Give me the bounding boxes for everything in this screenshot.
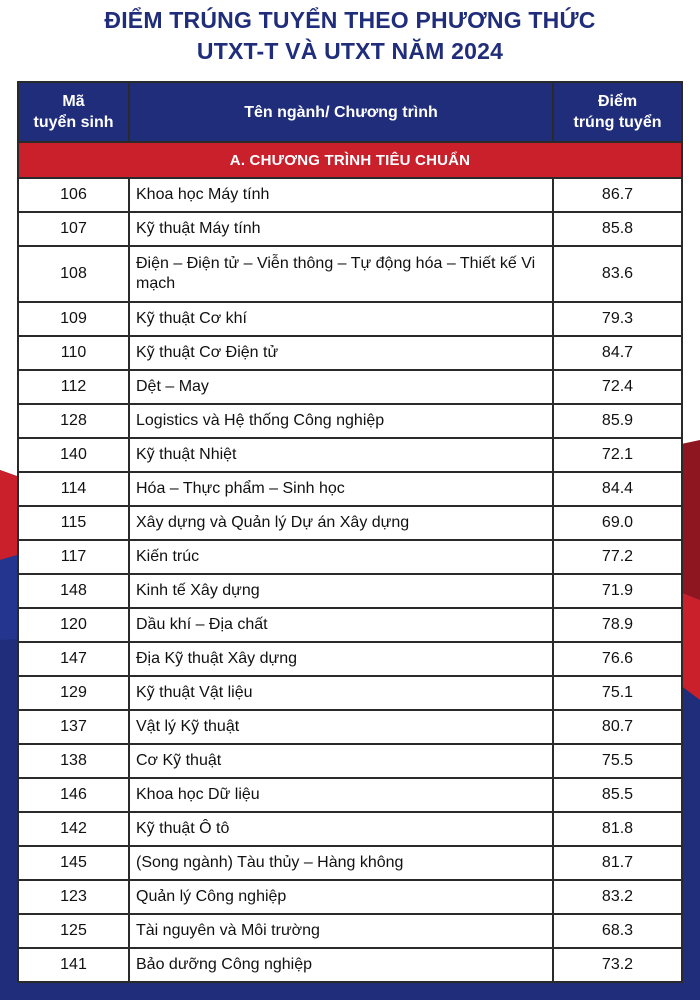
table-row <box>18 914 682 948</box>
cell-score: 78.9 <box>553 608 682 642</box>
cell-code: 120 <box>18 608 129 642</box>
cell-score: 76.6 <box>553 642 682 676</box>
table-row <box>18 676 682 710</box>
cell-name: Hóa – Thực phẩm – Sinh học <box>129 472 553 506</box>
cell-name: Logistics và Hệ thống Công nghiệp <box>129 404 553 438</box>
cell-score: 84.4 <box>553 472 682 506</box>
cell-score: 85.9 <box>553 404 682 438</box>
table-body <box>18 142 682 982</box>
cell-score: 79.3 <box>553 302 682 336</box>
cell-name: Kỹ thuật Nhiệt <box>129 438 553 472</box>
cell-code: 148 <box>18 574 129 608</box>
cell-name: Quản lý Công nghiệp <box>129 880 553 914</box>
cell-code: 109 <box>18 302 129 336</box>
cell-name: Địa Kỹ thuật Xây dựng <box>129 642 553 676</box>
cell-name: Kỹ thuật Cơ khí <box>129 302 553 336</box>
cell-code: 114 <box>18 472 129 506</box>
section-row <box>18 142 682 178</box>
cell-score: 84.7 <box>553 336 682 370</box>
header-score: Điểm trúng tuyển <box>553 82 682 142</box>
cell-name: Điện – Điện tử – Viễn thông – Tự động hóa – Thiết kế Vi mạch <box>129 246 553 302</box>
cell-name: Kỹ thuật Cơ Điện tử <box>129 336 553 370</box>
table-row <box>18 336 682 370</box>
cell-score: 80.7 <box>553 710 682 744</box>
cell-name: Bảo dưỡng Công nghiệp <box>129 948 553 982</box>
cell-code: 125 <box>18 914 129 948</box>
cell-code: 140 <box>18 438 129 472</box>
header-code: Mã tuyển sinh <box>18 82 129 142</box>
cell-code: 147 <box>18 642 129 676</box>
cell-score: 83.6 <box>553 246 682 302</box>
page-title <box>0 5 700 67</box>
cell-score: 75.1 <box>553 676 682 710</box>
table-row <box>18 438 682 472</box>
table-row <box>18 846 682 880</box>
cell-code: 141 <box>18 948 129 982</box>
cell-code: 138 <box>18 744 129 778</box>
cell-code: 108 <box>18 246 129 302</box>
cell-code: 145 <box>18 846 129 880</box>
cell-name: Kỹ thuật Máy tính <box>129 212 553 246</box>
table-row <box>18 212 682 246</box>
cell-code: 146 <box>18 778 129 812</box>
cell-name: Kỹ thuật Vật liệu <box>129 676 553 710</box>
cell-score: 85.8 <box>553 212 682 246</box>
cell-score: 85.5 <box>553 778 682 812</box>
table-row <box>18 812 682 846</box>
cell-score: 68.3 <box>553 914 682 948</box>
table-row <box>18 506 682 540</box>
cell-code: 137 <box>18 710 129 744</box>
admission-score-table <box>17 81 683 983</box>
table-row <box>18 302 682 336</box>
table-row <box>18 370 682 404</box>
table-row <box>18 778 682 812</box>
cell-score: 71.9 <box>553 574 682 608</box>
section-title: A. CHƯƠNG TRÌNH TIÊU CHUẨN <box>18 142 682 178</box>
cell-code: 107 <box>18 212 129 246</box>
table-row <box>18 246 682 302</box>
cell-code: 142 <box>18 812 129 846</box>
cell-code: 115 <box>18 506 129 540</box>
cell-code: 129 <box>18 676 129 710</box>
cell-score: 86.7 <box>553 178 682 212</box>
table-row <box>18 540 682 574</box>
table-row <box>18 178 682 212</box>
table-row <box>18 948 682 982</box>
table-row <box>18 608 682 642</box>
cell-score: 81.8 <box>553 812 682 846</box>
table-row <box>18 744 682 778</box>
cell-name: Cơ Kỹ thuật <box>129 744 553 778</box>
table-row <box>18 574 682 608</box>
cell-code: 112 <box>18 370 129 404</box>
cell-code: 110 <box>18 336 129 370</box>
cell-name: Dầu khí – Địa chất <box>129 608 553 642</box>
cell-name: Xây dựng và Quản lý Dự án Xây dựng <box>129 506 553 540</box>
table-row <box>18 472 682 506</box>
table-row <box>18 710 682 744</box>
table-row <box>18 404 682 438</box>
cell-score: 77.2 <box>553 540 682 574</box>
title-line-1: ĐIỂM TRÚNG TUYỂN THEO PHƯƠNG THỨC <box>104 7 596 33</box>
cell-code: 117 <box>18 540 129 574</box>
title-line-2: UTXT-T VÀ UTXT NĂM 2024 <box>196 38 504 64</box>
cell-name: Kiến trúc <box>129 540 553 574</box>
table-header-row <box>18 82 682 142</box>
cell-score: 75.5 <box>553 744 682 778</box>
cell-code: 128 <box>18 404 129 438</box>
cell-code: 123 <box>18 880 129 914</box>
cell-name: Dệt – May <box>129 370 553 404</box>
cell-score: 72.4 <box>553 370 682 404</box>
cell-score: 73.2 <box>553 948 682 982</box>
cell-name: Khoa học Máy tính <box>129 178 553 212</box>
cell-score: 72.1 <box>553 438 682 472</box>
cell-score: 81.7 <box>553 846 682 880</box>
table-row <box>18 880 682 914</box>
cell-name: (Song ngành) Tàu thủy – Hàng không <box>129 846 553 880</box>
cell-name: Vật lý Kỹ thuật <box>129 710 553 744</box>
cell-name: Kinh tế Xây dựng <box>129 574 553 608</box>
cell-code: 106 <box>18 178 129 212</box>
cell-score: 69.0 <box>553 506 682 540</box>
table-row <box>18 642 682 676</box>
cell-score: 83.2 <box>553 880 682 914</box>
cell-name: Khoa học Dữ liệu <box>129 778 553 812</box>
header-name: Tên ngành/ Chương trình <box>129 82 553 142</box>
cell-name: Tài nguyên và Môi trường <box>129 914 553 948</box>
cell-name: Kỹ thuật Ô tô <box>129 812 553 846</box>
